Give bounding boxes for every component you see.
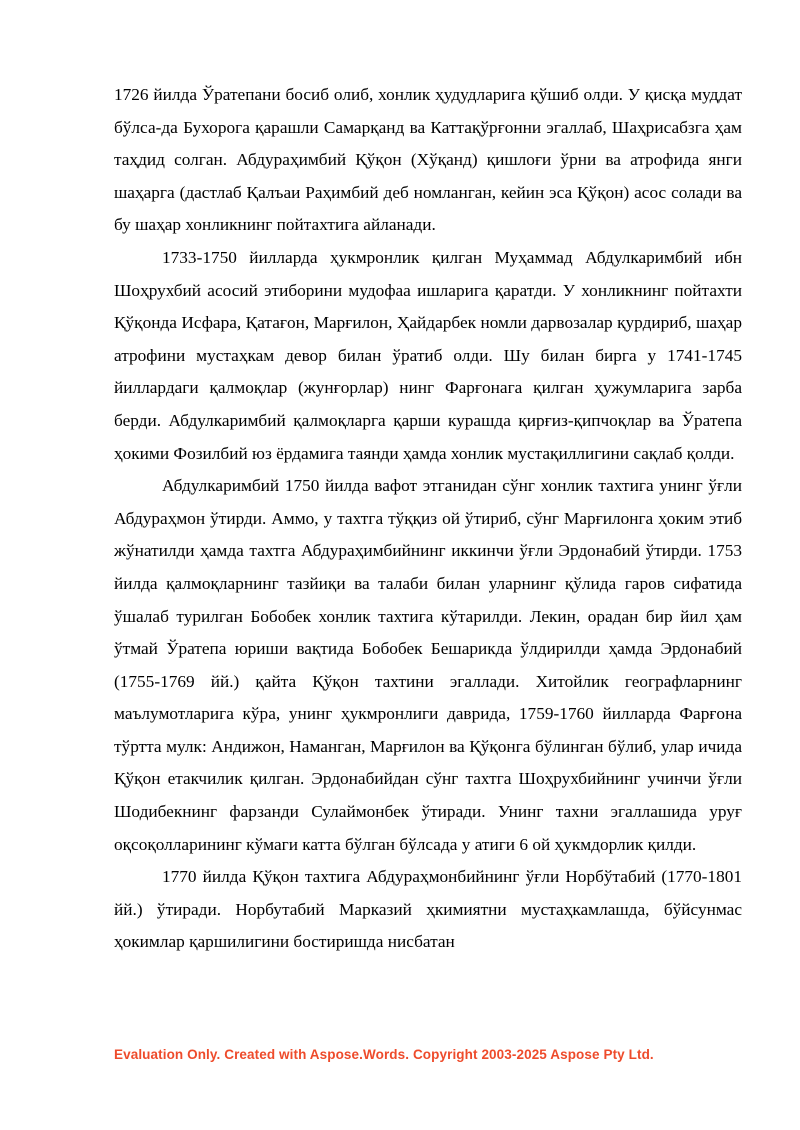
evaluation-watermark: Evaluation Only. Created with Aspose.Words. Copyright 2003-2025 Aspose Pty Ltd. <box>114 1047 654 1062</box>
paragraph-3: Абдулкаримбий 1750 йилда вафот этганидан сўнг хонлик тахтига унинг ўғли Абдураҳмон ўтирди. Аммо, у тахтга тўққиз ой ўтириб, сўнг Марғилонга ҳоким этиб жўнатилди ҳамда тахтга Абдураҳимбийнинг иккинчи ўғли Эрдонабий ўтирди. 1753 йилда қалмоқларнинг тазйиқи ва талаби билан уларнинг қўлида гаров сифатида ўшалаб турилган Бобобек хонлик тахтига кўтарилди. Лекин, орадан бир йил ҳам ўтмай Ўратепа юриши вақтида Бобобек Бешарикда ўлдирилди ҳамда Эрдонабий (1755-1769 йй.) қайта Қўқон тахтини эгаллади. Хитойлик географларнинг маълумотларига кўра, унинг ҳукмронлиги даврида, 1759-1760 йилларда Фарғона тўртта мулк: Андижон, Наманган, Марғилон ва Қўқонга бўлинган бўлиб, улар ичида Қўқон етакчилик қилган. Эрдонабийдан сўнг тахтга Шоҳрухбийнинг учинчи ўғли Шодибекнинг фарзанди Сулаймонбек ўтиради. Унинг тахни эгаллашида уруғ оқсоқолларининг кўмаги катта бўлган бўлсада у атиги 6 ой ҳукмдорлик қилди. <box>114 476 742 854</box>
document-body <box>114 79 742 959</box>
paragraph-2: 1733-1750 йилларда ҳукмронлик қилган Муҳаммад Абдулкаримбий ибн Шоҳрухбий асосий этиборини мудофаа ишларига қаратди. У хонликнинг пойтахти Қўқонда Исфара, Қатағон, Марғилон, Ҳайдарбек номли дарвозалар қурдириб, шаҳар атрофини мустаҳкам девор билан ўратиб олди. Шу билан бирга у 1741-1745 йиллардаги қалмоқлар (жунғорлар) нинг Фарғонага қилган ҳужумларига зарба берди. Абдулкаримбий қалмоқларга қарши курашда қирғиз-қипчоқлар ва Ўратепа ҳокими Фозилбий юз ёрдамига таянди ҳамда хонлик мустақиллигини сақлаб қолди. <box>114 247 742 463</box>
paragraph-1: 1726 йилда Ўратепани босиб олиб, хонлик ҳудудларига қўшиб олди. У қисқа муддат бўлса-да Бухорога қарашли Самарқанд ва Каттақўрғонни эгаллаб, Шаҳрисабзга ҳам таҳдид солган. Абдураҳимбий Қўқон (Хўқанд) қишлоғи ўрни ва атрофида янги шаҳарга (дастлаб Қалъаи Раҳимбий деб номланган, кейин эса Қўқон) асос солади ва бу шаҳар хонликнинг пойтахтига айланади. <box>114 85 742 235</box>
paragraph-4: 1770 йилда Қўқон тахтига Абдураҳмонбийнинг ўғли Норбўтабий (1770-1801 йй.) ўтиради. Норбутабий Марказий ҳкимиятни мустаҳкамлашда, бўйсунмас ҳокимлар қаршилигини бостиришда нисбатан <box>114 867 742 952</box>
